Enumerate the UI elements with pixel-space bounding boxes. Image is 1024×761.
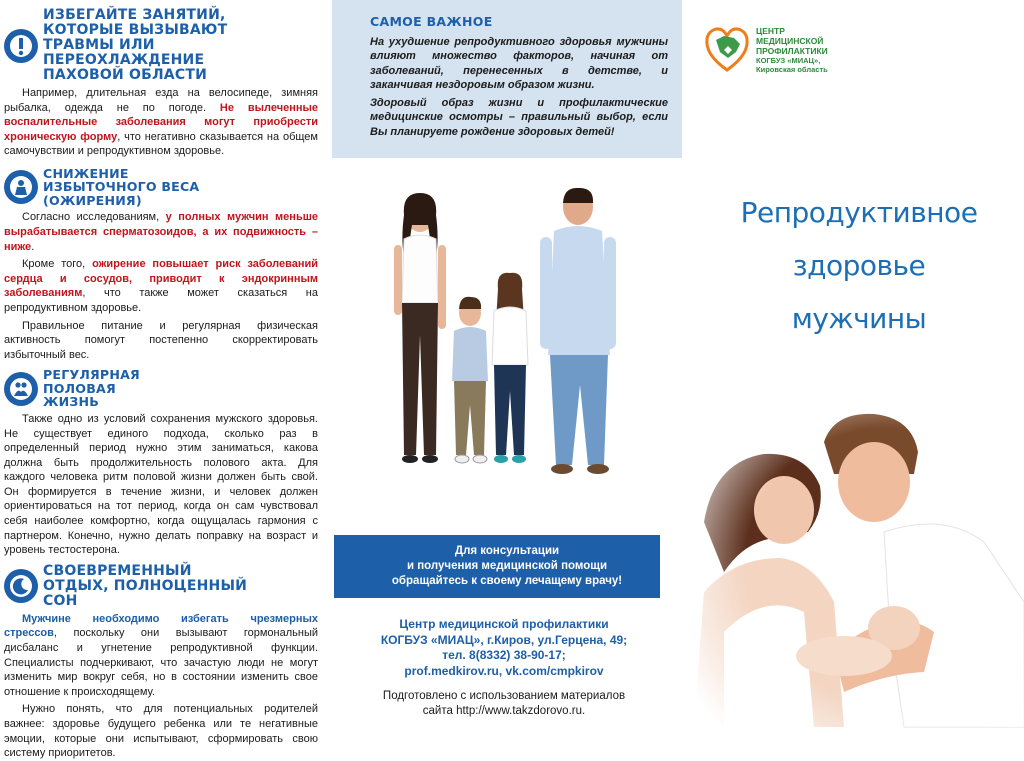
org-line-1: ЦЕНТР (756, 26, 785, 36)
section-sex-header (4, 368, 318, 409)
organization-name (756, 26, 828, 74)
highlight-text: Не вылеченные воспалительные заболевания могут приобрести хроническую форму (4, 101, 318, 143)
title-line-3: мужчины (791, 302, 927, 335)
section-injury-text (4, 86, 318, 159)
prepared-note (334, 689, 674, 719)
prepared-line-2[interactable]: сайта http://www.takzdorovo.ru. (422, 705, 586, 717)
center-contacts (334, 617, 674, 679)
middle-column (328, 0, 684, 727)
section-rest-text-2: Нужно понять, что для потенциальных родителей важнее: здоровье будущего ребенка или те негативные эмоции, которые они испытывают, сформировать свою систему приоритетов. (4, 703, 318, 760)
text-segment: , что также может сказаться на репродуктивном здоровье. (4, 287, 318, 315)
center-address: КОГБУЗ «МИАЦ», г.Киров, ул.Герцена, 49; (380, 632, 628, 647)
highlight-text: у полных мужчин меньше вырабатывается сперматозоидов, а их подвижность – ниже (4, 211, 318, 253)
couple-with-baby-photo (684, 402, 1024, 727)
sleep-icon (4, 569, 38, 603)
consultation-line-3: обращайтесь к своему лечащему врачу! (391, 575, 623, 587)
consultation-banner (334, 535, 660, 598)
section-rest-text-1 (4, 612, 318, 700)
weight-scale-icon (4, 170, 38, 204)
heart-logo-icon (704, 24, 750, 74)
consultation-line-2: и получения медицинской помощи (406, 560, 608, 572)
section-sex-text: Также одно из условий сохранения мужского здоровья. Не существует единого подхода, сколько раз в определенный период нужно этим заниматься, какова должна быть продолжительность полового акта. Для каждого человека ритм половой жизни должен быть свой. Он формируется в течение жизни, и человек должен ориентироваться на тот период, когда он сам чувствовал себя наиболее комфортно, когда ощущалась гармония с партнером. Конечно, нужно делать поправку на возраст и уровень тестостерона. (4, 412, 318, 557)
section-injury-header (4, 8, 318, 83)
couple-icon (4, 372, 38, 406)
important-text-2: Здоровый образ жизни и профилактические медицинские осмотры – правильный выбор, если Вы планируете рождение здоровых детей! (370, 97, 668, 138)
important-box (332, 0, 682, 158)
section-weight-header (4, 167, 318, 208)
woman-figure (394, 193, 446, 463)
center-name: Центр медицинской профилактики (399, 617, 609, 631)
boy-figure (452, 297, 488, 463)
text-segment: , поскольку они вызывают гормональный дисбаланс и угнетение репродуктивной функции. Специалисты подчеркивают, что зачастую люди не могут изменить мир вокруг себя, но в состоянии изменить свое отношение к происходящему. (4, 627, 318, 698)
org-line-3: ПРОФИЛАКТИКИ (756, 46, 828, 56)
important-title: САМОЕ ВАЖНОЕ (370, 14, 493, 29)
section-sex-title: РЕГУЛЯРНАЯ ПОЛОВАЯ ЖИЗНЬ (43, 367, 140, 410)
title-line-2: здоровье (792, 249, 926, 282)
highlight-text: ожирение повышает риск заболеваний сердца и сосудов, приводит к эндокринным заболеваниям (4, 258, 318, 300)
section-rest-header (4, 564, 318, 609)
section-weight-text-3: Правильное питание и регулярная физическая активность помогут постепенно скорректировать избыточный вес. (4, 319, 318, 361)
prepared-line-1: Подготовлено с использованием материалов (382, 690, 626, 702)
man-figure (540, 188, 616, 474)
girl-figure (492, 273, 528, 463)
center-phone: тел. 8(8332) 38-90-17; (442, 648, 566, 662)
section-weight-text-1 (4, 210, 318, 254)
right-column (684, 0, 1024, 727)
org-line-2: МЕДИЦИНСКОЙ (756, 36, 824, 46)
highlight-text: Мужчине необходимо избегать чрезмерных стрессов (4, 612, 318, 640)
brochure-title (724, 186, 994, 345)
section-weight-title: СНИЖЕНИЕ ИЗБЫТОЧНОГО ВЕСА (ОЖИРЕНИЯ) (43, 165, 200, 208)
important-text-1: На ухудшение репродуктивного здоровья мужчины влияют множество факторов, начиная от заболеваний, перенесенных в детстве, и заканчивая нездоровым образом жизни. (370, 36, 668, 91)
org-line-5: Кировская область (756, 65, 828, 74)
center-websites[interactable]: prof.medkirov.ru, vk.com/cmpkirov (404, 663, 604, 678)
title-line-1: Репродуктивное (740, 196, 978, 229)
consultation-line-1: Для консультации (454, 545, 560, 557)
org-line-4: КОГБУЗ «МИАЦ», (756, 56, 821, 65)
section-rest-title: СВОЕВРЕМЕННЫЙ ОТДЫХ, ПОЛНОЦЕННЫЙ СОН (43, 562, 248, 609)
text-segment: , что негативно сказывается на общем самочувствии и репродуктивном здоровье. (4, 130, 318, 158)
text-segment: Кроме того, (22, 258, 93, 271)
text-segment: Согласно исследованиям, (22, 211, 166, 224)
no-sign-icon (4, 29, 38, 63)
section-injury-title: ИЗБЕГАЙТЕ ЗАНЯТИЙ, КОТОРЫЕ ВЫЗЫВАЮТ ТРАВМЫ ИЛИ ПЕРЕОХЛАЖДЕНИЕ ПАХОВОЙ ОБЛАСТИ (43, 7, 228, 83)
family-photo (358, 185, 658, 505)
text-segment: Например, длительная езда на велосипеде, зимняя рыбалка, одежда не по погоде. (4, 87, 318, 114)
text-segment: . (31, 240, 35, 253)
left-column (0, 0, 328, 760)
section-weight-text-2 (4, 257, 318, 315)
